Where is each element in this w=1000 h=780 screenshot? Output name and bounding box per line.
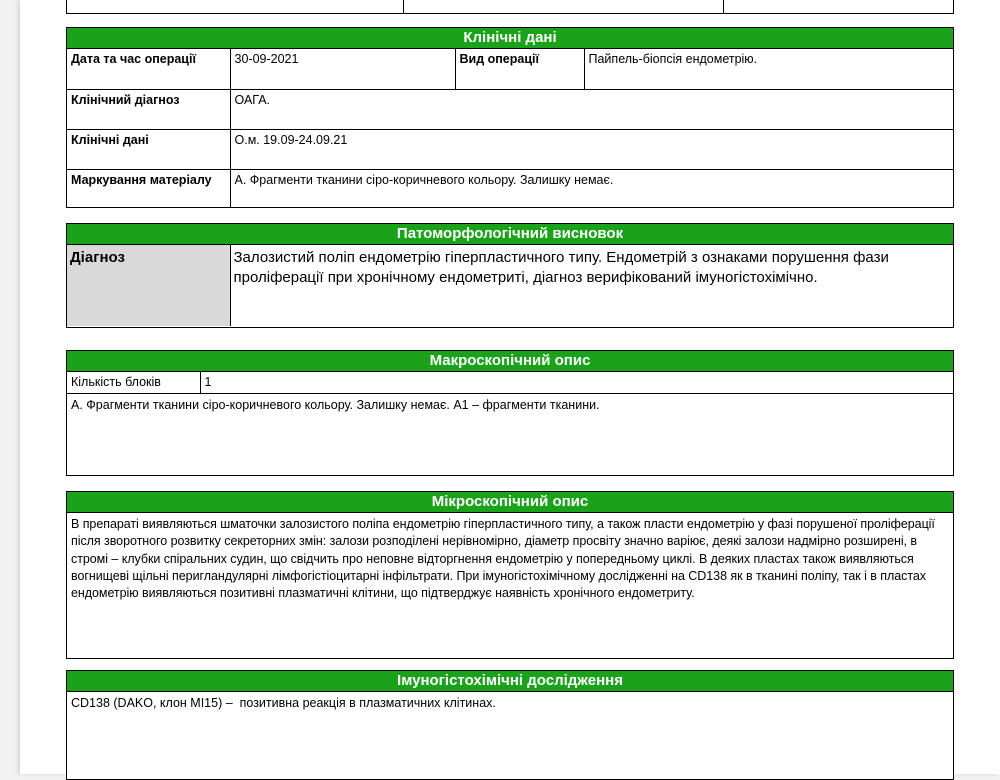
section-header: Клінічні дані: [67, 28, 953, 49]
ihc-section: [66, 670, 954, 780]
diagnosis-text: Залозистий поліп ендометрію гіперпластичного типу. Ендометрій з ознаками порушення фази проліферації при хронічному ендометриті, діагноз верифікований імуногістохімічно.: [230, 245, 953, 326]
top-previous-table: [66, 0, 954, 14]
clinical-table: [67, 49, 953, 207]
section-header: Макроскопічний опис: [67, 351, 953, 372]
microscopic-section: [66, 491, 954, 659]
conclusion-section: [66, 223, 954, 328]
diagnosis-value: ОАГА.: [230, 89, 953, 129]
divider: [723, 0, 724, 13]
micro-description: В препараті виявляються шматочки залозистого поліпа ендометрію гіперпластичного типу, а також пласти ендометрію у фазі порушеної проліферації після зворотного розвитку секреторних змін: залози розподілені нерівномірно, діаметр просвіту значно варіює, деякі залози надмірно розширені, в стромі – клубки спіральних судин, що свідчить про неповне відторгнення ендометрію у попередньому циклі. В деяких пластах також виявляються вогнищеві щільні перигландулярні лімфогістіоцитарні інфільтрати. При імуногістохімічному дослідженні на CD138 як в тканині поліпу, так і в пластах ендометрію виявляються позитивні плазматичні клітини, що підтверджує наявність хронічного ендометриту.: [71, 517, 935, 601]
macro-description: А. Фрагменти тканини сіро-коричневого кольору. Залишку немає. А1 – фрагменти тканини.: [67, 393, 953, 417]
op-type-label: Вид операції: [455, 49, 584, 89]
clinical-data-label: Клінічні дані: [67, 129, 230, 169]
clinical-data-value: О.м. 19.09-24.09.21: [230, 129, 953, 169]
section-header: Патоморфологічний висновок: [67, 224, 953, 245]
conclusion-table: [67, 245, 953, 326]
blocks-count-value: 1: [200, 372, 953, 393]
ihc-description: CD138 (DAKO, клон MI15) – позитивна реакція в плазматичних клітинах.: [71, 696, 496, 710]
section-header: Імуногістохімічні дослідження: [67, 671, 953, 692]
marking-label: Маркування матеріалу: [67, 169, 230, 207]
blocks-count-label: Кількість блоків: [67, 372, 200, 393]
op-date-value: 30-09-2021: [230, 49, 455, 89]
section-header: Мікроскопічний опис: [67, 492, 953, 513]
report-page: [20, 0, 1000, 774]
diagnosis-cell-label: Діагноз: [67, 245, 230, 326]
clinical-data-section: [66, 27, 954, 208]
op-type-value: Пайпель-біопсія ендометрію.: [584, 49, 953, 89]
macroscopic-section: [66, 350, 954, 476]
blocks-table: [67, 372, 953, 393]
divider: [403, 0, 404, 13]
marking-value: А. Фрагменти тканини сіро-коричневого кольору. Залишку немає.: [230, 169, 953, 207]
op-date-label: Дата та час операції: [67, 49, 230, 89]
diagnosis-label: Клінічний діагноз: [67, 89, 230, 129]
